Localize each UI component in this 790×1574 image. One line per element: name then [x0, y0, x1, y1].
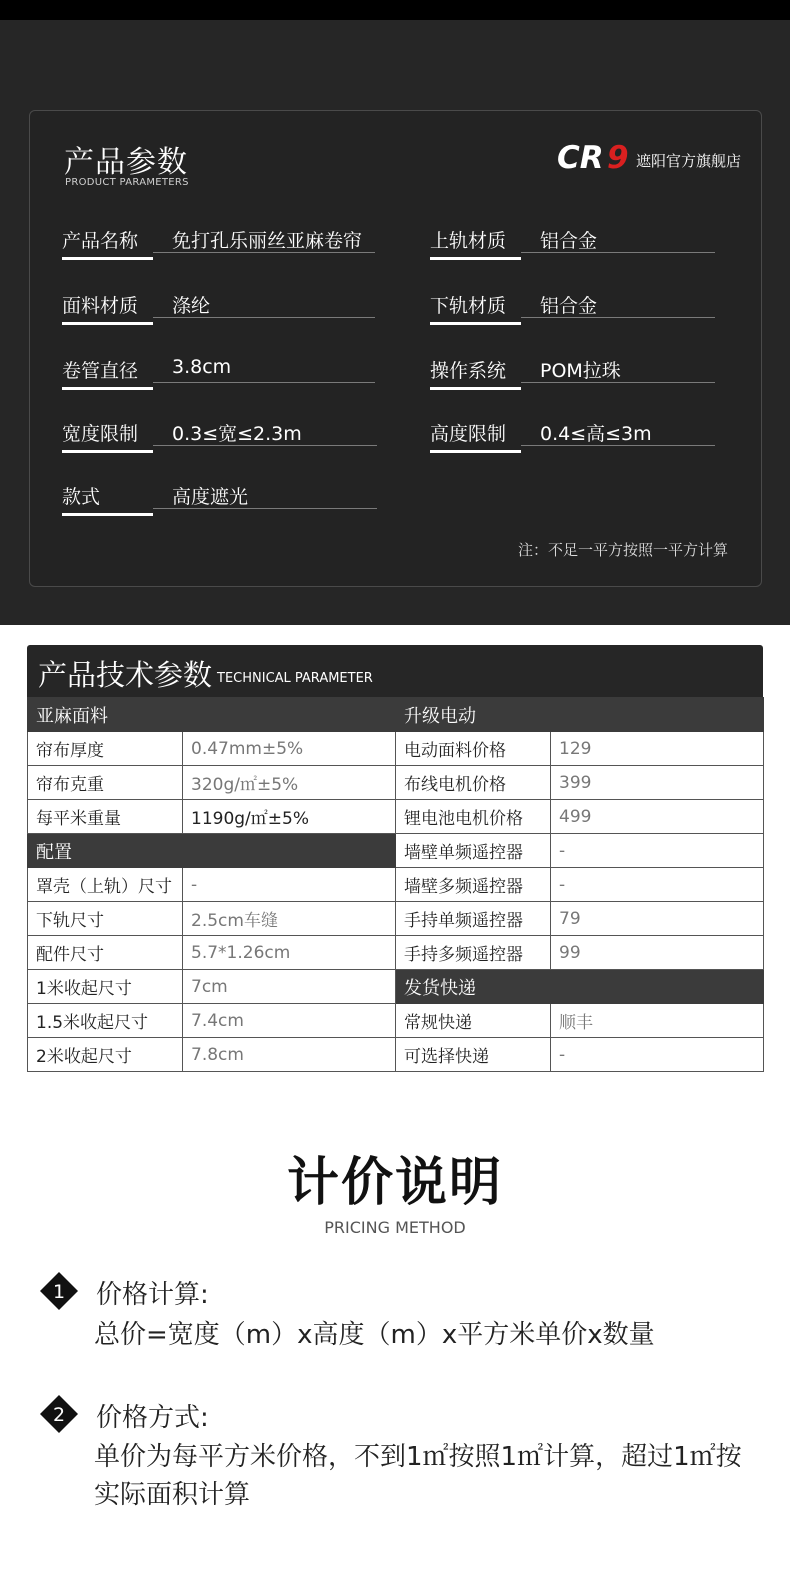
- param-value: 高度遮光: [172, 486, 249, 508]
- cell-label: 帘布厚度: [28, 732, 183, 766]
- cell-value: 顺丰: [551, 1004, 764, 1038]
- cell-value: 7cm: [183, 970, 396, 1004]
- param-label: 上轨材质: [430, 226, 521, 260]
- cell-label: 2米收起尺寸: [28, 1038, 183, 1072]
- params-note: 注：不足一平方按照一平方计算: [517, 541, 728, 559]
- param-value: POM拉珠: [540, 360, 621, 382]
- param-value: 0.4≤高≤3m: [540, 423, 652, 445]
- section-header-config: 配置: [28, 834, 396, 868]
- section-header-shipping: 发货快递: [396, 970, 764, 1004]
- product-parameters-panel: [29, 110, 762, 587]
- cell-label: 1.5米收起尺寸: [28, 1004, 183, 1038]
- cell-value: 2.5cm车缝: [183, 902, 396, 936]
- tech-title: 产品技术参数: [38, 658, 213, 692]
- param-label: 产品名称: [62, 226, 153, 260]
- cell-label: 锂电池电机价格: [396, 800, 551, 834]
- cell-label: 手持单频遥控器: [396, 902, 551, 936]
- cell-label: 1米收起尺寸: [28, 970, 183, 1004]
- cell-label: 常规快递: [396, 1004, 551, 1038]
- param-label: 款式: [62, 482, 153, 516]
- cell-value: -: [183, 868, 396, 902]
- item-heading: 价格计算:: [96, 1280, 209, 1310]
- brand: [557, 138, 741, 174]
- cell-value: -: [551, 834, 764, 868]
- cell-value: 7.4cm: [183, 1004, 396, 1038]
- tech-header: [27, 645, 763, 697]
- technical-parameter-table: [27, 645, 763, 1072]
- param-label: 面料材质: [62, 291, 153, 325]
- pricing-title: 计价说明: [286, 1153, 503, 1213]
- cell-label: 墙壁多频遥控器: [396, 868, 551, 902]
- table-row: [28, 902, 764, 936]
- param-value: 免打孔乐丽丝亚麻卷帘: [172, 230, 363, 252]
- table-row: [28, 766, 764, 800]
- brand-logo: [557, 138, 633, 174]
- cell-value: 5.7*1.26cm: [183, 936, 396, 970]
- param-underline: [153, 382, 375, 383]
- diamond-number-icon: [40, 1272, 78, 1310]
- brand-logo-text: CR: [556, 140, 604, 174]
- param-value: 0.3≤宽≤2.3m: [172, 423, 302, 445]
- item-heading: 价格方式:: [96, 1403, 209, 1433]
- cell-value: -: [551, 868, 764, 902]
- tech-table: [27, 697, 764, 1072]
- cell-label: 每平米重量: [28, 800, 183, 834]
- cell-value: 0.47mm±5%: [183, 732, 396, 766]
- table-row: [28, 970, 764, 1004]
- param-label: 操作系统: [430, 356, 521, 390]
- cell-value: 7.8cm: [183, 1038, 396, 1072]
- cell-label: 配件尺寸: [28, 936, 183, 970]
- diamond-number-icon: [40, 1395, 78, 1433]
- cell-value: 129: [551, 732, 764, 766]
- cell-label: 可选择快递: [396, 1038, 551, 1072]
- brand-logo-9: 9: [606, 140, 629, 174]
- param-value: 涤纶: [172, 295, 211, 317]
- table-row: [28, 698, 764, 732]
- cell-label: 电动面料价格: [396, 732, 551, 766]
- cell-value: 399: [551, 766, 764, 800]
- params-subtitle: PRODUCT PARAMETERS: [65, 177, 189, 188]
- params-title: 产品参数: [64, 145, 188, 180]
- cell-value: 99: [551, 936, 764, 970]
- brand-text: 遮阳官方旗舰店: [635, 152, 741, 170]
- table-row: [28, 732, 764, 766]
- table-row: [28, 800, 764, 834]
- cell-value: 79: [551, 902, 764, 936]
- item-body: 总价=宽度（m）x高度（m）x平方米单价x数量: [94, 1320, 655, 1350]
- pricing-subtitle: PRICING METHOD: [324, 1218, 466, 1237]
- cell-label: 罩壳（上轨）尺寸: [28, 868, 183, 902]
- cell-value: 499: [551, 800, 764, 834]
- param-value: 铝合金: [540, 295, 598, 317]
- section-header-linen: 亚麻面料: [28, 698, 396, 732]
- param-label: 高度限制: [430, 419, 521, 453]
- item-number: 2: [52, 1404, 66, 1426]
- table-row: [28, 936, 764, 970]
- top-strip: [0, 0, 790, 20]
- cell-label: 手持多频遥控器: [396, 936, 551, 970]
- item-body: 单价为每平方米价格，不到1㎡按照1㎡计算，超过1㎡按实际面积计算: [94, 1442, 742, 1510]
- cell-value: 1190g/㎡±5%: [183, 800, 396, 834]
- table-row: [28, 868, 764, 902]
- cell-label: 墙壁单频遥控器: [396, 834, 551, 868]
- section-header-electric: 升级电动: [396, 698, 764, 732]
- param-label: 下轨材质: [430, 291, 521, 325]
- param-value: 3.8cm: [172, 356, 232, 378]
- cell-label: 布线电机价格: [396, 766, 551, 800]
- table-row: [28, 834, 764, 868]
- tech-subtitle: TECHNICAL PARAMETER: [217, 671, 373, 686]
- item-number: 1: [52, 1281, 66, 1303]
- table-row: [28, 1038, 764, 1072]
- cell-value: -: [551, 1038, 764, 1072]
- cell-label: 帘布克重: [28, 766, 183, 800]
- param-label: 宽度限制: [62, 419, 153, 453]
- cell-label: 下轨尺寸: [28, 902, 183, 936]
- param-label: 卷管直径: [62, 356, 153, 390]
- table-row: [28, 1004, 764, 1038]
- param-value: 铝合金: [540, 230, 598, 252]
- cell-value: 320g/㎡±5%: [183, 766, 396, 800]
